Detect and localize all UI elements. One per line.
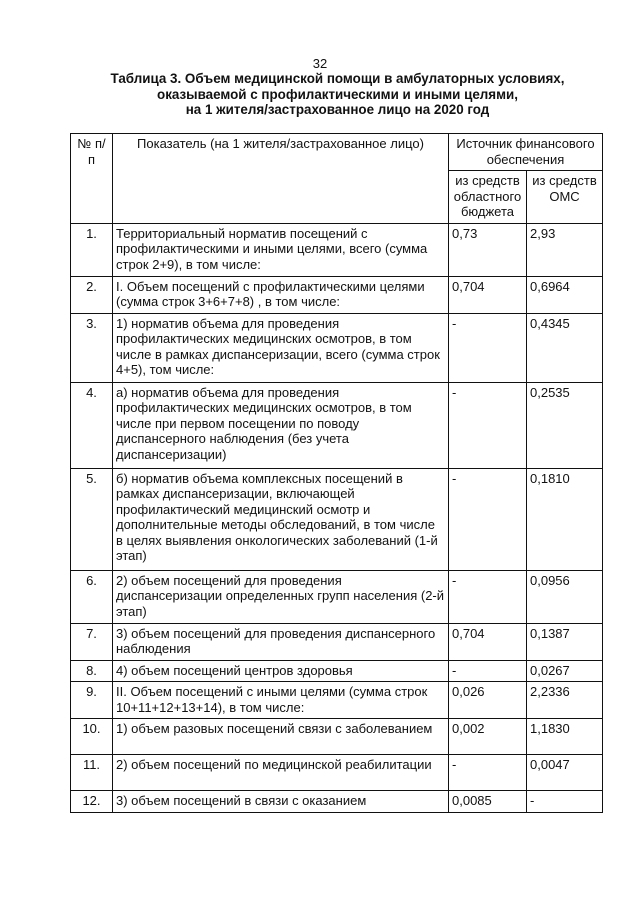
row-indicator: 3) объем посещений в связи с оказанием [113,791,449,813]
row-regional-budget-value: - [449,660,527,682]
table-row [71,682,603,719]
row-number: 2. [71,276,113,313]
table-row [71,660,603,682]
row-indicator: 1) объем разовых посещений связи с заболеванием [113,719,449,755]
table-title [100,71,575,118]
row-oms-value: - [527,791,603,813]
row-number: 10. [71,719,113,755]
header-oms: из средств ОМС [527,171,603,224]
table-row [71,791,603,813]
row-regional-budget-value: 0,026 [449,682,527,719]
row-regional-budget-value: - [449,468,527,570]
row-regional-budget-value: - [449,382,527,468]
header-regional-budget: из средств областного бюджета [449,171,527,224]
row-indicator: 2) объем посещений по медицинской реабилитации [113,755,449,791]
table-row [71,755,603,791]
table-header-row [71,134,603,171]
table-row [71,623,603,660]
row-oms-value: 0,2535 [527,382,603,468]
row-number: 4. [71,382,113,468]
header-indicator: Показатель (на 1 жителя/застрахованное лицо) [113,134,449,224]
row-oms-value: 0,4345 [527,313,603,382]
volume-table [70,133,603,813]
row-regional-budget-value: 0,002 [449,719,527,755]
row-regional-budget-value: - [449,755,527,791]
row-number: 8. [71,660,113,682]
table-row [71,468,603,570]
row-oms-value: 1,1830 [527,719,603,755]
row-indicator: 1) норматив объема для проведения профилактических медицинских осмотров, в том числе в рамках диспансеризации, всего (сумма строк 4+5), том числе: [113,313,449,382]
row-oms-value: 0,0956 [527,570,603,623]
table-row [71,570,603,623]
row-indicator: б) норматив объема комплексных посещений в рамках диспансеризации, включающей профилактический медицинский осмотр и дополнительные методы обследований, в том числе в целях выявления онкологических заболеваний (1-й этап) [113,468,449,570]
row-regional-budget-value: - [449,570,527,623]
table-title-line: Таблица 3. Объем медицинской помощи в амбулаторных условиях, [110,71,565,86]
row-number: 7. [71,623,113,660]
row-regional-budget-value: - [449,313,527,382]
row-oms-value: 0,1387 [527,623,603,660]
row-oms-value: 2,2336 [527,682,603,719]
row-regional-budget-value: 0,0085 [449,791,527,813]
row-regional-budget-value: 0,704 [449,623,527,660]
table-row [71,313,603,382]
row-oms-value: 0,1810 [527,468,603,570]
row-oms-value: 0,6964 [527,276,603,313]
table-row [71,223,603,276]
table-row [71,382,603,468]
table-row [71,719,603,755]
row-oms-value: 0,0047 [527,755,603,791]
row-indicator: а) норматив объема для проведения профилактических медицинских осмотров, в том числе при первом посещении по поводу диспансерного наблюдения (без учета диспансеризации) [113,382,449,468]
row-number: 12. [71,791,113,813]
row-number: 1. [71,223,113,276]
row-number: 5. [71,468,113,570]
row-regional-budget-value: 0,73 [449,223,527,276]
row-number: 3. [71,313,113,382]
row-indicator: I. Объем посещений с профилактическими целями (сумма строк 3+6+7+8) , в том числе: [113,276,449,313]
table-title-line: на 1 жителя/застрахованное лицо на 2020 год [185,102,490,117]
row-indicator: 3) объем посещений для проведения диспансерного наблюдения [113,623,449,660]
header-num: № п/п [71,134,113,224]
row-oms-value: 0,0267 [527,660,603,682]
row-number: 9. [71,682,113,719]
row-indicator: Территориальный норматив посещений с профилактическими и иными целями, всего (сумма строк 2+9), в том числе: [113,223,449,276]
row-regional-budget-value: 0,704 [449,276,527,313]
row-oms-value: 2,93 [527,223,603,276]
row-number: 6. [71,570,113,623]
row-indicator: 4) объем посещений центров здоровья [113,660,449,682]
row-indicator: II. Объем посещений с иными целями (сумма строк 10+11+12+13+14), в том числе: [113,682,449,719]
row-number: 11. [71,755,113,791]
table-row [71,276,603,313]
header-funding-source: Источник финансового обеспечения [449,134,603,171]
table-title-line: оказываемой с профилактическими и иными целями, [157,86,518,102]
page-number: 32 [312,56,328,71]
row-indicator: 2) объем посещений для проведения диспансеризации определенных групп населения (2-й этап) [113,570,449,623]
